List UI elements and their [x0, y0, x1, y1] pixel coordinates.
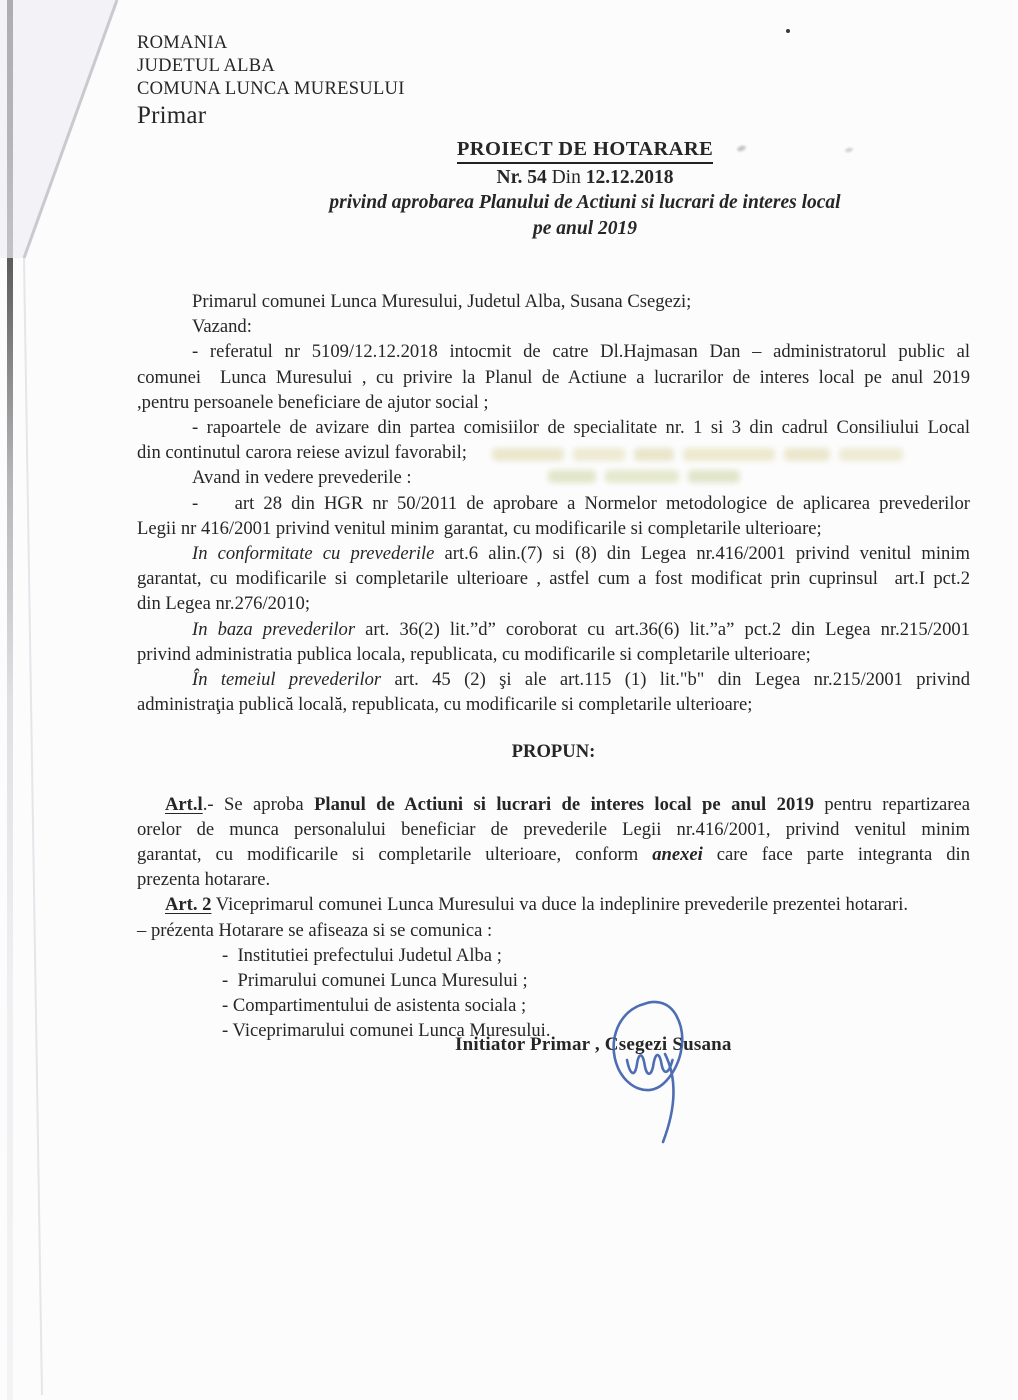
document-number-line: Nr. 54 Din 12.12.2018 [496, 167, 674, 188]
text-line: garantat, cu modificarile si completarile ulterioare , astfel cum a fost modificat prin cuprinsul art.I pct.2 [137, 568, 970, 590]
text-line: orelor de munca personalului beneficiar de prevederile Legii nr.416/2001, privind venitul minim [137, 818, 970, 840]
text-line: – prézenta Hotarare se afiseaza si se comunica : [137, 919, 493, 941]
scan-edge-shadow [7, 0, 13, 1400]
text-line: In baza prevederilor art. 36(2) lit.”d” coroborat cu art.36(6) lit.”a” pct.2 din Legea nr.215/2001 [192, 618, 970, 640]
scan-speck [786, 29, 790, 33]
text-line: - art 28 din HGR nr 50/2011 de aprobare a Normelor metodologice de aplicarea prevederilor [192, 492, 970, 514]
text-line: În temeiul prevederilor art. 45 (2) şi ale art.115 (1) lit."b" din Legea nr.215/2001 privind [192, 669, 970, 691]
document-number: Nr. 54 [496, 167, 547, 188]
text-line: - Compartimentului de asistenta sociala ; [222, 995, 527, 1017]
letterhead-commune: COMUNA LUNCA MURESULUI [137, 79, 405, 99]
text-line: prezenta hotarare. [137, 869, 271, 891]
text-line: Art. 2 Viceprimarul comunei Lunca Muresului va duce la indeplinire prevederile prezentei hotarari. [165, 894, 909, 916]
text-line: Primarul comunei Lunca Muresului, Judetul Alba, Susana Csegezi; [192, 291, 692, 312]
text-line: Legii nr 416/2001 privind venitul minim garantat, cu modificarile si completarile ulterioare; [137, 517, 822, 539]
text-line: privind administratia publica locala, republicata, cu modificarile si completarile ulterioare; [137, 643, 811, 665]
letterhead-country: ROMANIA [137, 33, 228, 53]
text-line: - Viceprimarului comunei Lunca Muresului. [222, 1020, 551, 1042]
document-subtitle-line1: privind aprobarea Planului de Actiuni si lucrari de interes local [329, 192, 841, 213]
title-block [150, 138, 1018, 241]
text-line: din continutul carora reiese avizul favorabil; [137, 442, 467, 464]
document-title: PROIECT DE HOTARARE [457, 138, 713, 164]
handwritten-signature-ink [596, 994, 714, 1146]
signature-label: Initiator Primar , Csegezi Susana [455, 1034, 732, 1055]
text-line: comunei Lunca Muresului , cu privire la Planul de Actiune a lucrarilor de interes local pe anul 2019 [137, 366, 970, 388]
text-line: ,pentru persoanele beneficiare de ajutor social ; [137, 391, 489, 413]
text-line: administraţia publică locală, republicata, cu modificarile si completarile ulterioare; [137, 694, 753, 716]
text-line: Avand in vedere prevederile : [192, 467, 412, 489]
page-fold-line [0, 0, 160, 1400]
text-line: - Primarului comunei Lunca Muresului ; [222, 970, 528, 992]
letterhead-county: JUDETUL ALBA [137, 56, 276, 76]
letterhead-office: Primar [137, 102, 207, 129]
text-line: PROPUN: [511, 741, 596, 763]
document-date: 12.12.2018 [585, 167, 674, 188]
body-lines [137, 289, 970, 1044]
text-line: garantat, cu modificarile si completarile ulterioare, conform anexei care face parte integranta din [137, 844, 970, 866]
letterhead [137, 32, 405, 127]
text-line: Vazand: [192, 316, 252, 338]
text-line: - Institutiei prefectului Judetul Alba ; [222, 944, 502, 966]
text-line: din Legea nr.276/2010; [137, 593, 310, 615]
text-line: In conformitate cu prevederile art.6 alin.(7) si (8) din Legea nr.416/2001 privind venitul minim [192, 543, 970, 565]
text-line: Art.l.- Se aproba Planul de Actiuni si lucrari de interes local pe anul 2019 pentru repartizarea [165, 793, 970, 815]
text-line: - referatul nr 5109/12.12.2018 intocmit de catre Dl.Hajmasan Dan – administratorul public al [192, 341, 970, 363]
text-line: - rapoartele de avizare din partea comisiilor de specialitate nr. 1 si 3 din cadrul Consiliului Local [192, 417, 970, 439]
document-subtitle-line2: pe anul 2019 [532, 218, 637, 239]
